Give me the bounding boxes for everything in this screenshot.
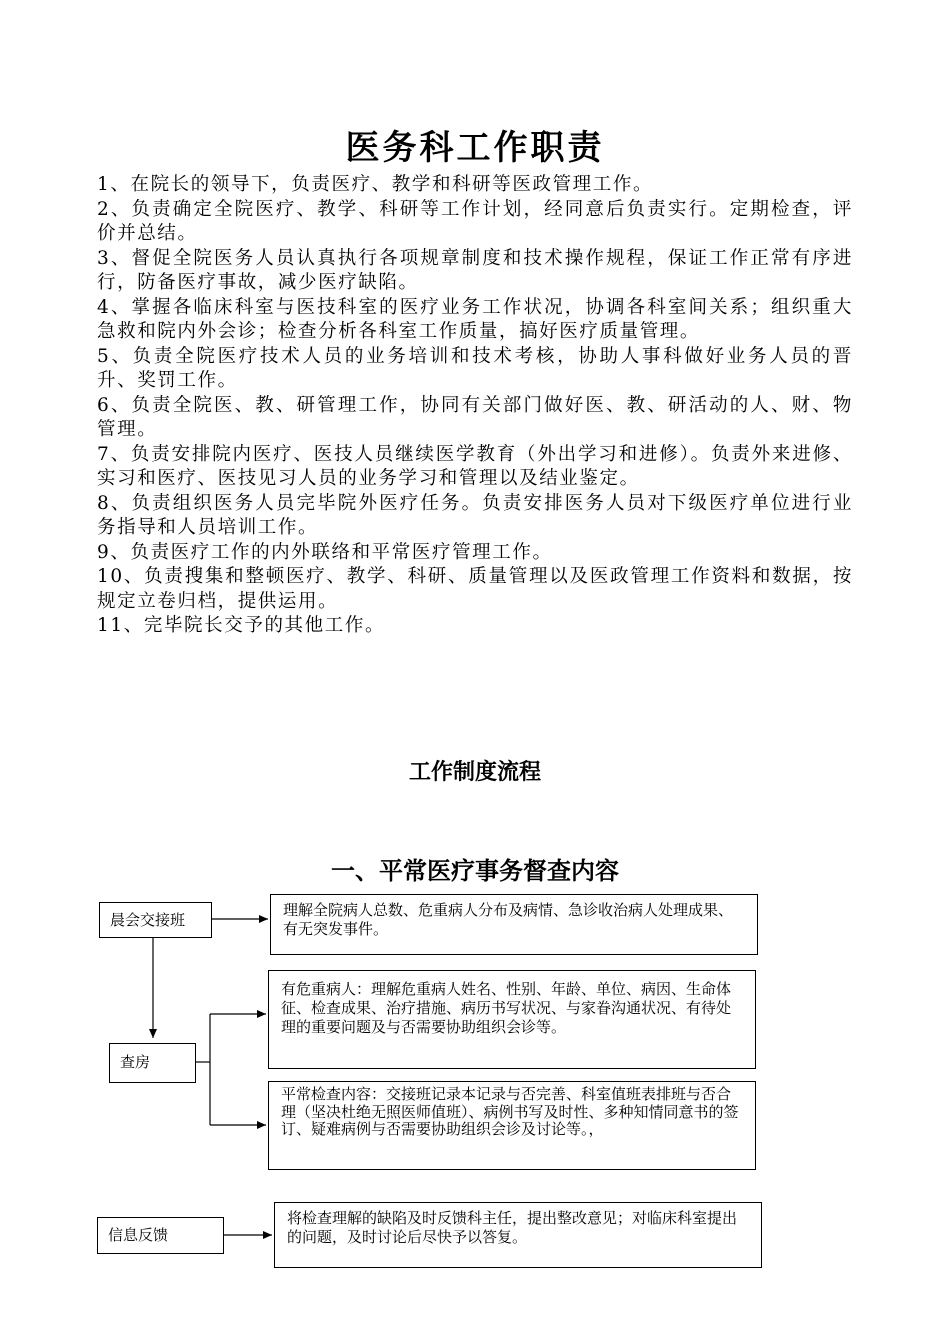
duty-item: 6、负责全院医、教、研管理工作，协同有关部门做好医、教、研活动的人、财、物管理。 <box>97 394 853 440</box>
duty-item: 2、负责确定全院医疗、教学、科研等工作计划，经同意后负责实行。定期检查，评价并总结。 <box>97 198 853 244</box>
morning-handover-box: 晨会交接班 <box>99 902 212 938</box>
duty-item: 4、掌握各临床科室与医技科室的医疗业务工作状况，协调各科室间关系；组织重大急救和院内外会诊；检查分析各科室工作质量，搞好医疗质量管理。 <box>97 296 853 342</box>
page-title: 医务科工作职责 <box>345 128 605 168</box>
feedback-desc: 将检查理解的缺陷及时反馈科主任，提出整改意见；对临床科室提出的问题，及时讨论后尽快予以答复。 <box>274 1202 762 1268</box>
duty-item: 1、在院长的领导下，负责医疗、教学和科研等医政管理工作。 <box>97 174 654 195</box>
morning-handover-desc: 理解全院病人总数、危重病人分布及病情、急诊收治病人处理成果、有无突发事件。 <box>270 894 758 955</box>
duty-item: 8、负责组织医务人员完毕院外医疗任务。负责安排医务人员对下级医疗单位进行业务指导和人员培训工作。 <box>97 492 853 538</box>
feedback-box: 信息反馈 <box>97 1217 224 1254</box>
duty-item: 11、完毕院长交予的其他工作。 <box>97 615 386 636</box>
duty-item: 5、负责全院医疗技术人员的业务培训和技术考核，协助人事科做好业务人员的晋升、奖罚工作。 <box>97 345 853 391</box>
ward-rounds-box: 查房 <box>109 1043 196 1083</box>
duty-item: 10、负责搜集和整顿医疗、教学、科研、质量管理以及医政管理工作资料和数据，按规定立卷归档，提供运用。 <box>97 566 853 612</box>
workflow-title: 工作制度流程 <box>408 760 541 785</box>
critical-patient-desc: 有危重病人：理解危重病人姓名、性别、年龄、单位、病因、生命体征、检查成果、治疗措施、病历书写状况、与家眷沟通状况、有待处理的重要问题及与否需要协助组织会诊等。 <box>268 970 756 1069</box>
section-title: 一、平常医疗事务督查内容 <box>331 857 619 885</box>
duty-item: 3、督促全院医务人员认真执行各项规章制度和技术操作规程，保证工作正常有序进行，防备医疗事故，减少医疗缺陷。 <box>97 247 853 293</box>
duty-item: 7、负责安排院内医疗、医技人员继续医学教育（外出学习和进修）。负责外来进修、实习和医疗、医技见习人员的业务学习和管理以及结业鉴定。 <box>97 443 853 489</box>
duty-item: 9、负责医疗工作的内外联络和平常医疗管理工作。 <box>97 541 553 563</box>
routine-check-desc: 平常检查内容：交接班记录本记录与否完善、科室值班表排班与否合理（坚决杜绝无照医师值班）、病例书写及时性、多种知情同意书的签订、疑难病例与否需要协助组织会诊及讨论等。， <box>268 1081 756 1170</box>
